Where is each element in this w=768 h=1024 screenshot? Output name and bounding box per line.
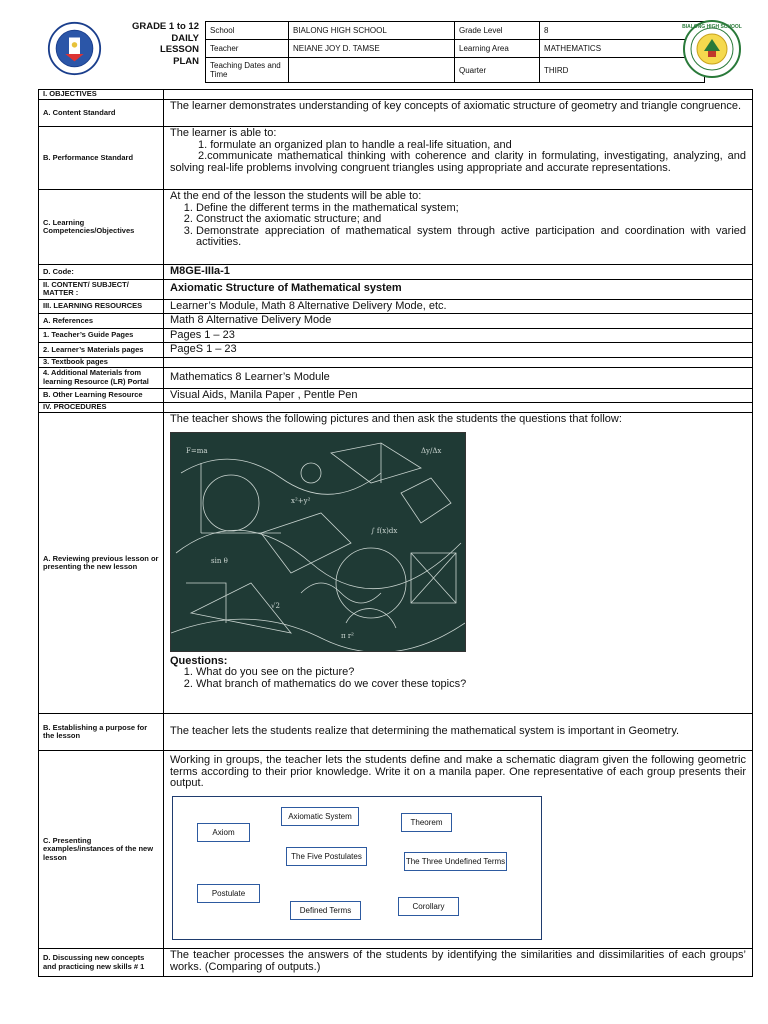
objectives-blank [164, 90, 753, 100]
performance-item-2: 2.communicate mathematical thinking with coherence and clarity in formulating, investigating, analyzing, and solving real-life problems involving congruent triangles using appropriate and accurate representations. [170, 150, 746, 174]
competencies-list [170, 203, 746, 249]
terms-diagram [172, 796, 542, 940]
code-label: D. Code: [39, 265, 164, 280]
chalkboard-math-picture [170, 432, 466, 652]
learning-area-value: MATHEMATICS [540, 40, 705, 58]
review-label: A. Reviewing previous lesson or presenting the new lesson [39, 413, 164, 714]
svg-text:BIALONG HIGH SCHOOL: BIALONG HIGH SCHOOL [682, 24, 742, 30]
presenting-cell [164, 751, 753, 949]
competencies-intro: At the end of the lesson the students will be able to: [170, 190, 422, 202]
teaching-dates-value [289, 58, 455, 83]
discussing-label: D. Discussing new concepts and practicing new skills # 1 [39, 949, 164, 977]
performance-intro: The learner is able to: [170, 127, 277, 139]
content-standard-text: The learner demonstrates understanding of key concepts of axiomatic structure of geometry and triangle congruence. [164, 100, 753, 127]
performance-standard-cell [164, 127, 753, 190]
term-postulate: Postulate [197, 884, 260, 903]
additional-materials-label: 4. Additional Materials from learning Resource (LR) Portal [39, 367, 164, 388]
quarter-value: THIRD [540, 58, 705, 83]
presenting-label: C. Presenting examples/instances of the new lesson [39, 751, 164, 949]
svg-text:x²+y²: x²+y² [291, 496, 311, 505]
content-standard-label: A. Content Standard [39, 100, 164, 127]
question-item: 1. What do you see on the picture? [196, 667, 746, 679]
term-defined-terms: Defined Terms [290, 901, 361, 920]
learners-materials-label: 2. Learner’s Materials pages [39, 343, 164, 358]
term-axiom: Axiom [197, 823, 250, 842]
title-plan: PLAN [173, 55, 199, 67]
title-lesson: LESSON [159, 44, 199, 55]
teachers-guide-value: Pages 1 – 23 [164, 328, 753, 343]
school-seal-icon [682, 19, 742, 79]
deped-seal-icon [47, 21, 102, 76]
other-resource-value: Visual Aids, Manila Paper , Pentle Pen [164, 388, 753, 403]
textbook-value [164, 357, 753, 367]
review-intro: The teacher shows the following pictures and then ask the students the questions that follow: [170, 413, 622, 425]
header-info-table [205, 21, 705, 83]
resources-label: III. LEARNING RESOURCES [39, 299, 164, 314]
question-item: 2. What branch of mathematics do we cover these topics? [196, 679, 746, 691]
questions-list [170, 667, 746, 690]
lesson-plan-table [38, 89, 753, 977]
presenting-text: Working in groups, the teacher lets the students define and make a schematic diagram given the following geometric terms according to their prior knowledge. Write it on a manila paper. One representative of each group presents their output. [170, 754, 746, 789]
svg-text:F=ma: F=ma [186, 446, 208, 455]
references-value: Math 8 Alternative Delivery Mode [164, 314, 753, 329]
svg-text:∫ f(x)dx: ∫ f(x)dx [371, 526, 398, 535]
procedures-heading: IV. PROCEDURES [39, 403, 164, 413]
svg-text:Δy/Δx: Δy/Δx [421, 446, 442, 455]
quarter-label: Quarter [455, 58, 540, 83]
teaching-dates-label: Teaching Dates and Time [206, 58, 289, 83]
title-daily: DAILY [171, 32, 199, 44]
competency-item: 3. Demonstrate appreciation of mathematical system through active participation and coordination with varied activities. [196, 226, 746, 249]
objectives-heading: I. OBJECTIVES [39, 90, 164, 100]
term-corollary: Corollary [398, 897, 459, 916]
grade-range: GRADE 1 to 12 [131, 21, 199, 32]
teacher-label: Teacher [206, 40, 289, 58]
term-three-undefined: The Three Undefined Terms [404, 852, 507, 871]
performance-item-1: 1. formulate an organized plan to handle a real-life situation, and [198, 138, 512, 151]
competency-item: 1. Define the different terms in the mathematical system; [196, 203, 746, 215]
resources-value: Learner’s Module, Math 8 Alternative Delivery Mode, etc. [164, 299, 753, 314]
grade-level-value: 8 [540, 22, 705, 40]
learning-area-label: Learning Area [455, 40, 540, 58]
discussing-text: The teacher processes the answers of the students by identifying the similarities and dissimilarities of each groups’ works. (Comparing of outputs.) [164, 949, 753, 977]
competency-item: 2. Construct the axiomatic structure; and [196, 214, 746, 226]
term-axiomatic-system: Axiomatic System [281, 807, 359, 826]
teachers-guide-label: 1. Teacher’s Guide Pages [39, 328, 164, 343]
term-theorem: Theorem [401, 813, 452, 832]
content-label: II. CONTENT/ SUBJECT/ MATTER : [39, 279, 164, 299]
svg-text:π r²: π r² [341, 631, 354, 640]
school-label: School [206, 22, 289, 40]
learners-materials-value: PageS 1 – 23 [164, 343, 753, 358]
review-cell [164, 413, 753, 714]
competencies-cell [164, 190, 753, 265]
dlp-title [103, 21, 199, 67]
content-value: Axiomatic Structure of Mathematical system [164, 279, 753, 299]
teacher-value: NEIANE JOY D. TAMSE [289, 40, 455, 58]
svg-text:sin θ: sin θ [211, 556, 228, 565]
questions-title: Questions: [170, 654, 228, 667]
references-label: A. References [39, 314, 164, 329]
competencies-label: C. Learning Competencies/Objectives [39, 190, 164, 265]
textbook-label: 3. Textbook pages [39, 357, 164, 367]
school-value: BIALONG HIGH SCHOOL [289, 22, 455, 40]
purpose-text: The teacher lets the students realize that determining the mathematical system is important in Geometry. [164, 714, 753, 751]
lesson-plan-header [37, 18, 742, 79]
grade-level-label: Grade Level [455, 22, 540, 40]
code-value: M8GE-IIIa-1 [164, 265, 753, 280]
purpose-label: B. Establishing a purpose for the lesson [39, 714, 164, 751]
other-resource-label: B. Other Learning Resource [39, 388, 164, 403]
svg-text:√2: √2 [271, 601, 280, 610]
additional-materials-value: Mathematics 8 Learner’s Module [164, 367, 753, 388]
procedures-blank [164, 403, 753, 413]
term-five-postulates: The Five Postulates [286, 847, 367, 866]
performance-standard-label: B. Performance Standard [39, 127, 164, 190]
